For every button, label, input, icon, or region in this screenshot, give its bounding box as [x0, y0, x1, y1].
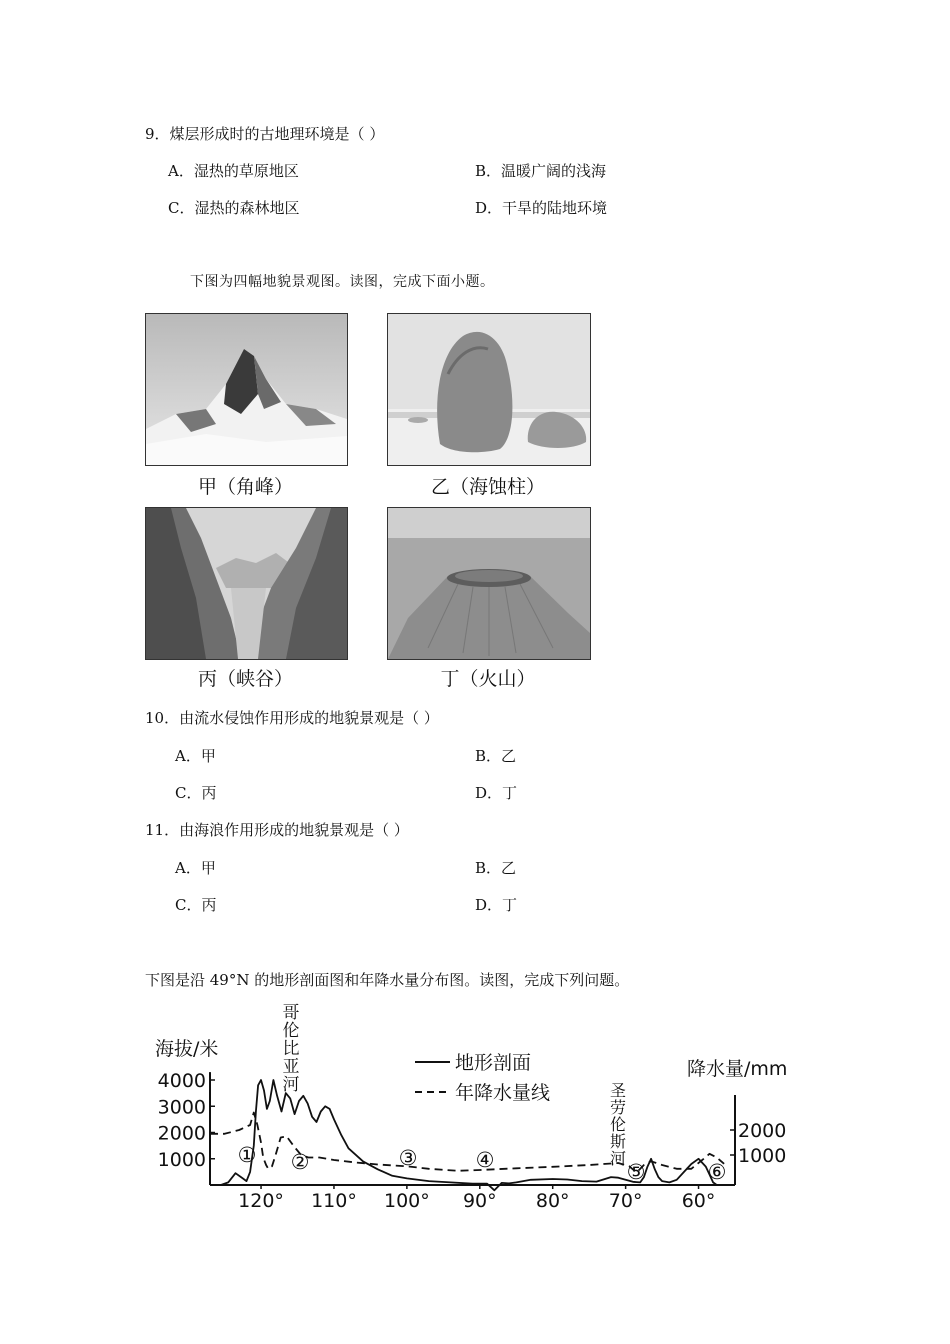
x-tick-label: 80°	[535, 1190, 570, 1212]
photo-horn-peak	[145, 313, 348, 466]
photo-canyon	[145, 507, 348, 660]
q9-option-a[interactable]: A．湿热的草原地区	[168, 162, 299, 180]
marker-1: ①	[237, 1143, 257, 1167]
annotation-st-lawrence-river: 河	[609, 1149, 627, 1168]
marker-2: ②	[290, 1150, 310, 1174]
legend-terrain-label: 地形剖面	[455, 1052, 532, 1074]
x-tick-label: 60°	[681, 1190, 716, 1212]
y-right-tick-label: 2000	[738, 1120, 787, 1142]
question-11-stem: 11．由海浪作用形成的地貌景观是（ ）	[145, 821, 409, 839]
q11-option-d[interactable]: D．丁	[475, 896, 518, 914]
annotation-st-lawrence-river: 圣	[609, 1081, 627, 1100]
annotation-columbia-river: 比	[282, 1039, 300, 1059]
x-tick-label: 70°	[608, 1190, 643, 1212]
y-right-tick-label: 1000	[738, 1145, 787, 1167]
profile-chart	[150, 1000, 810, 1225]
marker-5: ⑤	[626, 1160, 646, 1184]
annotation-st-lawrence-river: 劳	[609, 1098, 627, 1117]
y-axis-right-label: 降水量/mm	[687, 1058, 788, 1080]
photo-sea-stack	[387, 313, 591, 466]
marker-4: ④	[475, 1148, 495, 1172]
landform-intro: 下图为四幅地貌景观图。读图，完成下面小题。	[190, 274, 495, 290]
caption-yi: 乙（海蚀柱）	[430, 476, 545, 498]
question-10-stem: 10．由流水侵蚀作用形成的地貌景观是（ ）	[145, 709, 439, 727]
caption-ding: 丁（火山）	[440, 668, 536, 690]
annotation-st-lawrence-river: 伦	[609, 1115, 627, 1134]
q10-option-d[interactable]: D．丁	[475, 784, 518, 802]
annotation-columbia-river: 河	[282, 1075, 300, 1095]
annotation-st-lawrence-river: 斯	[609, 1132, 627, 1151]
y-left-tick-label: 4000	[157, 1070, 206, 1092]
q11-option-a[interactable]: A．甲	[175, 859, 216, 877]
x-tick-label: 110°	[311, 1190, 357, 1212]
question-9-stem: 9．煤层形成时的古地理环境是（ ）	[145, 125, 385, 143]
q11-option-b[interactable]: B．乙	[475, 859, 517, 877]
y-axis-left-label: 海拔/米	[155, 1038, 219, 1060]
profile-intro: 下图是沿 49°N 的地形剖面图和年降水量分布图。读图，完成下列问题。	[145, 971, 630, 989]
x-tick-label: 90°	[462, 1190, 497, 1212]
marker-6: ⑥	[707, 1160, 727, 1184]
legend-precip-label: 年降水量线	[455, 1082, 551, 1104]
q9-option-c[interactable]: C．湿热的森林地区	[168, 199, 300, 217]
marker-3: ③	[398, 1146, 418, 1170]
caption-bing: 丙（峡谷）	[197, 668, 293, 690]
photo-volcano	[387, 507, 591, 660]
q10-option-c[interactable]: C．丙	[175, 784, 217, 802]
y-left-tick-label: 2000	[157, 1122, 206, 1145]
q9-option-b[interactable]: B．温暖广阔的浅海	[475, 162, 607, 180]
annotation-columbia-river: 伦	[282, 1021, 300, 1041]
q11-option-c[interactable]: C．丙	[175, 896, 217, 914]
q10-option-b[interactable]: B．乙	[475, 747, 517, 765]
caption-jia: 甲（角峰）	[197, 476, 293, 498]
annotation-columbia-river: 亚	[282, 1057, 300, 1077]
annotation-columbia-river: 哥	[282, 1003, 300, 1023]
y-left-tick-label: 3000	[157, 1096, 206, 1119]
q10-option-a[interactable]: A．甲	[175, 747, 216, 765]
x-tick-label: 100°	[383, 1190, 430, 1212]
x-tick-label: 120°	[238, 1190, 284, 1212]
q9-option-d[interactable]: D．干旱的陆地环境	[475, 199, 608, 217]
precipitation-line	[210, 1113, 724, 1173]
y-left-tick-label: 1000	[157, 1148, 206, 1171]
